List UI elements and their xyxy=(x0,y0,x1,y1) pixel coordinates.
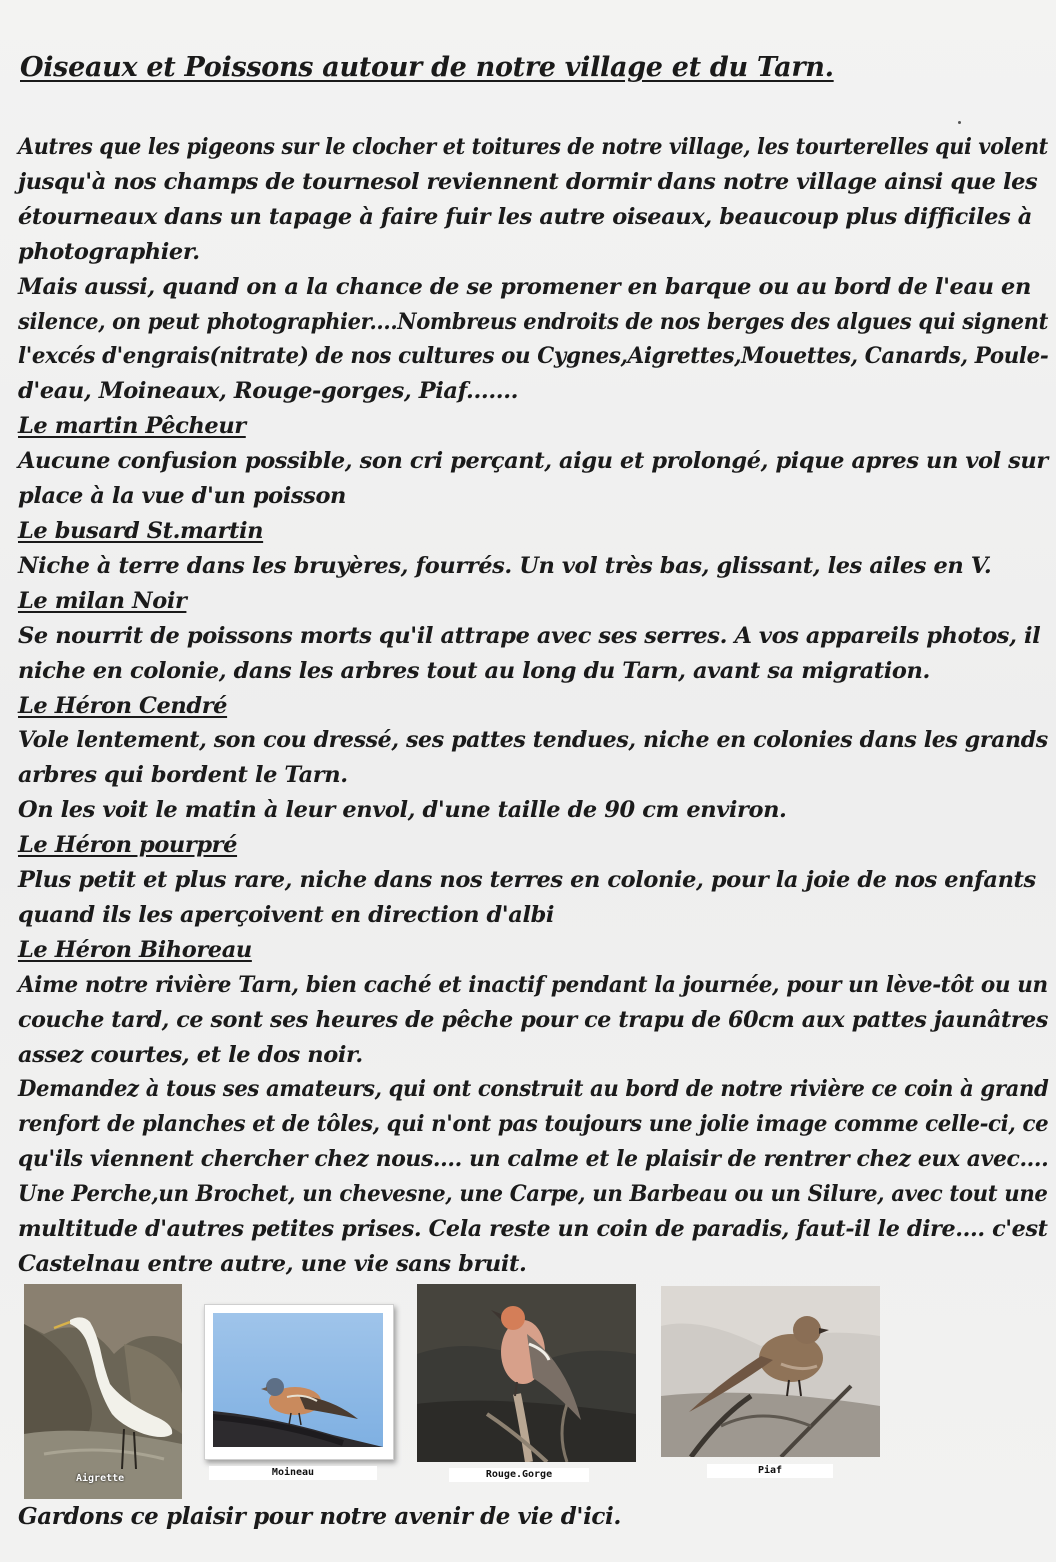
body-line: silence, on peut photographier....Nombreus endroits de nos berges des algues qui signent xyxy=(18,308,1048,335)
body-line: qu'ils viennent chercher chez nous.... un calme et le plaisir de rentrer chez eux avec.... xyxy=(18,1146,1049,1173)
aigrette-photo xyxy=(24,1284,182,1499)
body-line: multitude d'autres petites prises. Cela reste un coin de paradis, faut-il le dire.... c'est xyxy=(18,1216,1048,1243)
body-line: photographier. xyxy=(18,238,200,265)
body-line: étourneaux dans un tapage à faire fuir les autre oiseaux, beaucoup plus difficiles à xyxy=(18,203,1032,230)
document-title: Oiseaux et Poissons autour de notre village et du Tarn. xyxy=(20,52,834,83)
body-line: d'eau, Moineaux, Rouge-gorges, Piaf....... xyxy=(18,378,519,405)
body-line: niche en colonie, dans les arbres tout au long du Tarn, avant sa migration. xyxy=(18,657,930,684)
body-line: Demandez à tous ses amateurs, qui ont construit au bord de notre rivière ce coin à grand xyxy=(18,1076,1049,1103)
body-line: arbres qui bordent le Tarn. xyxy=(18,762,348,789)
section-heading: Le Héron Cendré xyxy=(18,692,228,719)
body-line: Mais aussi, quand on a la chance de se promener en barque ou au bord de l'eau en xyxy=(18,273,1031,300)
body-line: l'excés d'engrais(nitrate) de nos cultures ou Cygnes,Aigrettes,Mouettes, Canards, Poule- xyxy=(18,343,1049,370)
aigrette-caption: Aigrette xyxy=(76,1473,125,1484)
piaf-caption: Piaf xyxy=(707,1464,833,1478)
body-line: Autres que les pigeons sur le clocher et toitures de notre village, les tourterelles qui volent xyxy=(18,134,1048,160)
section-heading: Le Héron pourpré xyxy=(18,832,238,859)
piaf-photo xyxy=(661,1286,880,1457)
section-heading: Le milan Noir xyxy=(18,587,187,614)
body-line: Vole lentement, son cou dressé, ses pattes tendues, niche en colonies dans les grands xyxy=(18,727,1048,754)
section-heading: Le martin Pêcheur xyxy=(18,413,246,440)
document-body xyxy=(18,130,1049,1282)
section-heading: Le busard St.martin xyxy=(18,517,264,544)
rouge-gorge-photo xyxy=(417,1284,636,1462)
body-line: assez courtes, et le dos noir. xyxy=(18,1041,363,1068)
body-line: jusqu'à nos champs de tournesol reviennent dormir dans notre village ainsi que les xyxy=(18,168,1038,195)
body-line: couche tard, ce sont ses heures de pêche pour ce trapu de 60cm aux pattes jaunâtres xyxy=(18,1006,1048,1033)
closing-sentence: Gardons ce plaisir pour notre avenir de vie d'ici. xyxy=(18,1503,621,1530)
body-line: Plus petit et plus rare, niche dans nos terres en colonie, pour la joie de nos enfants xyxy=(18,867,1036,894)
body-line: Se nourrit de poissons morts qu'il attrape avec ses serres. A vos appareils photos, il xyxy=(18,622,1041,649)
body-line: Castelnau entre autre, une vie sans bruit. xyxy=(18,1251,527,1277)
body-line: Une Perche,un Brochet, un chevesne, une Carpe, un Barbeau ou un Silure, avec tout une xyxy=(18,1181,1048,1208)
moineau-caption: Moineau xyxy=(209,1466,377,1480)
body-line: place à la vue d'un poisson xyxy=(18,483,347,510)
body-line: Aucune confusion possible, son cri perçant, aigu et prolongé, pique apres un vol sur xyxy=(18,448,1048,475)
body-line: Aime notre rivière Tarn, bien caché et inactif pendant la journée, pour un lève-tôt ou un xyxy=(18,971,1048,998)
body-line: quand ils les aperçoivent en direction d'albi xyxy=(18,901,555,928)
body-line: Niche à terre dans les bruyères, fourrés. Un vol très bas, glissant, les ailes en V. xyxy=(18,552,992,579)
moineau-photo xyxy=(213,1313,383,1447)
body-line: renfort de planches et de tôles, qui n'ont pas toujours une jolie image comme celle-ci, ce xyxy=(18,1111,1049,1138)
body-line: On les voit le matin à leur envol, d'une taille de 90 cm environ. xyxy=(18,797,787,824)
rouge-gorge-caption: Rouge.Gorge xyxy=(449,1468,589,1482)
section-heading: Le Héron Bihoreau xyxy=(18,936,252,963)
scan-speck xyxy=(958,121,961,124)
